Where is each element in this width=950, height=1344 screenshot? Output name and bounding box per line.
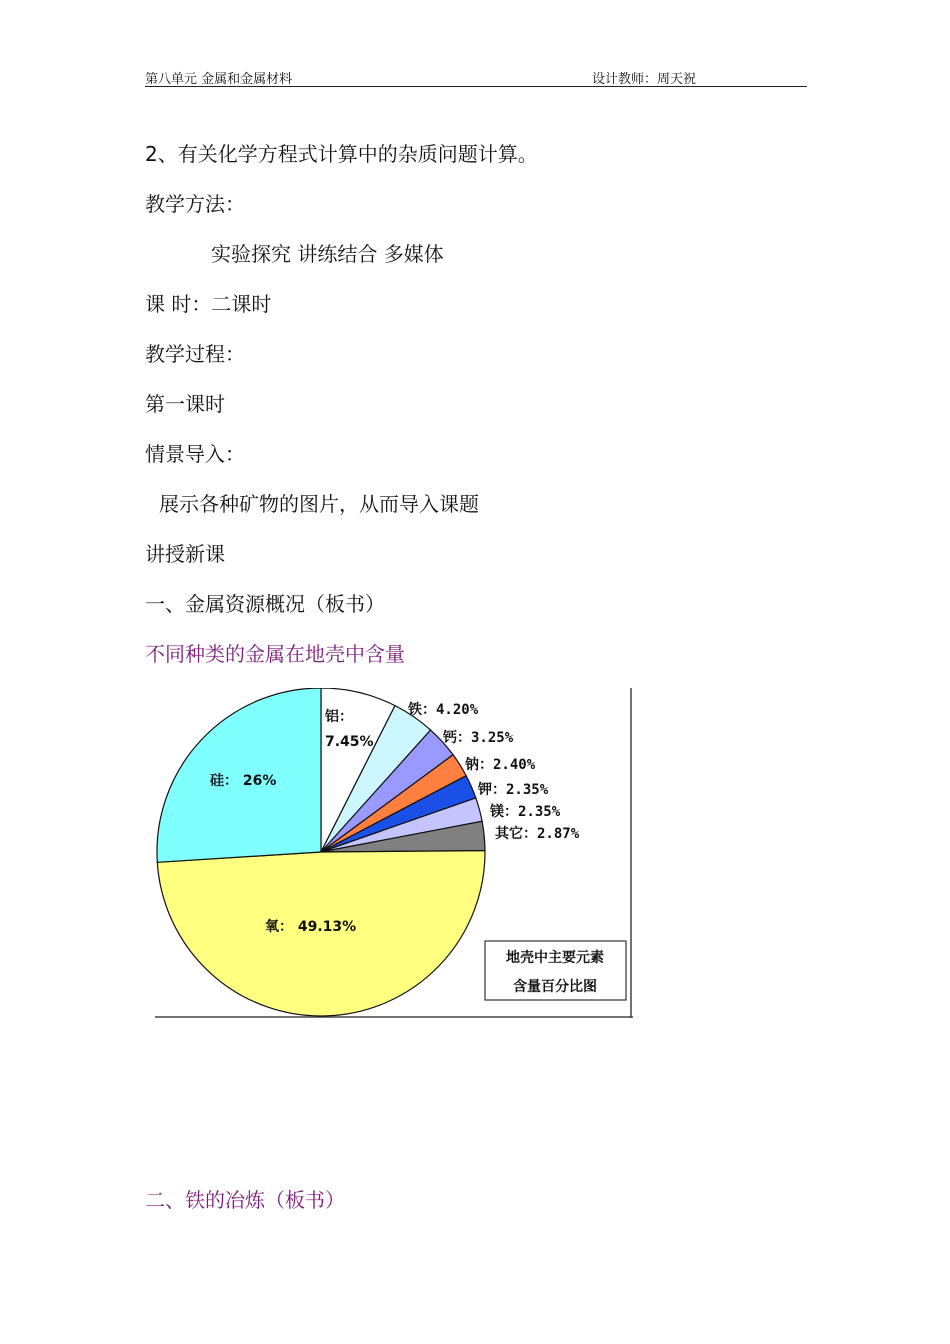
pie-label-silicon: 硅： 26%	[210, 773, 277, 789]
pie-slices	[157, 688, 485, 1016]
line-topic-2: 2、有关化学方程式计算中的杂质问题计算。	[145, 142, 538, 166]
header-unit: 第八单元 金属和金属材料	[145, 72, 293, 87]
pie-label-aluminum-value: 7.45%	[325, 734, 374, 750]
pie-chart	[155, 688, 633, 1018]
line-methods: 实验探究 讲练结合 多媒体	[211, 242, 444, 266]
line-show-pictures: 展示各种矿物的图片，从而导入课题	[159, 492, 479, 516]
line-process: 教学过程：	[145, 342, 245, 366]
pie-label-3: 钠：2.40%	[465, 757, 536, 773]
legend-line-1: 地壳中主要元素	[506, 950, 604, 966]
line-intro: 情景导入：	[145, 442, 245, 466]
header-teacher: 设计教师：周天祝	[592, 72, 697, 87]
line-new-lesson: 讲授新课	[145, 542, 225, 566]
pie-label-2: 钙：3.25%	[443, 730, 514, 746]
chart-heading: 不同种类的金属在地壳中含量	[145, 642, 405, 666]
pie-label-6: 其它：2.87%	[495, 826, 580, 842]
pie-chart-svg	[155, 688, 633, 1018]
pie-label-5: 镁：2.35%	[490, 804, 561, 820]
line-teaching-method: 教学方法：	[145, 192, 245, 216]
line-first-period: 第一课时	[145, 392, 225, 416]
pie-label-1: 铁：4.20%	[408, 702, 479, 718]
page-header	[145, 66, 807, 87]
pie-label-oxygen: 氧： 49.13%	[265, 919, 357, 935]
line-class-hours: 课 时：二课时	[145, 292, 272, 316]
legend-box	[485, 941, 626, 1000]
pie-label-4: 钾：2.35%	[478, 782, 549, 798]
line-section-1: 一、金属资源概况（板书）	[145, 592, 385, 616]
pie-label-aluminum-name: 铝：	[325, 709, 353, 725]
legend-line-2: 含量百分比图	[513, 979, 597, 995]
section-2-heading: 二、铁的冶炼（板书）	[145, 1188, 345, 1212]
